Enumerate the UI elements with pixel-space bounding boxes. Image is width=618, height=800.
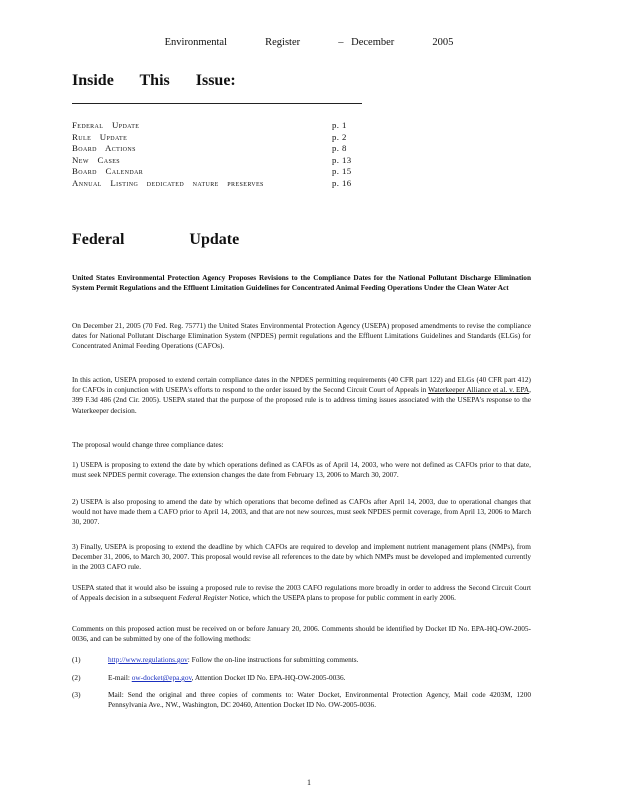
toc-label: Annual Listing dedicated nature preserves <box>72 177 264 188</box>
inside-this-issue-heading: Inside This Issue: <box>72 72 236 89</box>
federal-register-title: Federal Register <box>178 593 228 603</box>
toc-item[interactable] <box>72 120 362 132</box>
toc-page: p. 2 <box>332 131 347 142</box>
method-text: , Attention Docket ID No. EPA-HQ-OW-2005-0036. <box>191 673 346 682</box>
toc-item[interactable] <box>72 132 362 144</box>
toc-page: p. 16 <box>332 177 352 188</box>
table-of-contents <box>72 120 362 190</box>
federal-update-heading: Federal Update <box>72 231 240 248</box>
running-header: Environmental Register – December 2005 <box>164 37 454 48</box>
paragraph-date-two: 2) USEPA is also proposing to amend the date by which operations that become defined as CAFOs after April 14, 2003, due to operational changes that would not have made them a CAFO prior to April 14, 2003, and that are not new sources, must seek NPDES permit coverage, from April 13, 2006 to March 30, 2007. <box>72 497 531 527</box>
case-citation: Waterkeeper Alliance et al. v. EPA <box>428 385 530 395</box>
toc-label: New Cases <box>72 154 121 165</box>
method-text: Mail: Send the original and three copies of comments to: Water Docket, Environmental Protection Agency, Mail code 4203M, 1200 Pennsylvania Ave., NW., Washington, DC 20460, Attention Docket ID No. OW-2005-0036. <box>108 690 531 710</box>
paragraph-date-three: 3) Finally, USEPA is proposing to extend the deadline by which CAFOs are required to develop and implement nutrient management plans (NMPs), from December 31, 2006, to March 30, 2007. This proposal would revise all references to the date by which NMPs must be developed and implemented currently in the 2003 CAFO rule. <box>72 542 531 572</box>
paragraph-action <box>72 375 531 416</box>
toc-item[interactable] <box>72 143 362 155</box>
method-prefix: E-mail: <box>108 673 132 682</box>
toc-page: p. 8 <box>332 143 347 154</box>
paragraph-text: , 399 F.3d 486 (2nd Cir. 2005). USEPA stated that the purpose of the proposed rule is to address timing issues associated with the USEPA's response to the Waterkeeper decision. <box>72 385 531 415</box>
article-subheading: United States Environmental Protection Agency Proposes Revisions to the Compliance Dates for the National Pollutant Discharge Elimination System Permit Regulations and the Effluent Limitation Guidelines for Concentrated Animal Feeding Operations Under the Clean Water Act <box>72 273 531 293</box>
toc-label: Rule Update <box>72 131 128 142</box>
heading-divider <box>72 103 362 104</box>
paragraph-comments: Comments on this proposed action must be received on or before January 20, 2006. Comments should be identified by Docket ID No. EPA-HQ-OW-2005-0036, and can be submitted by one of the following methods: <box>72 624 531 644</box>
toc-page: p. 15 <box>332 166 352 177</box>
toc-page: p. 1 <box>332 120 347 130</box>
paragraph-subsequent-rule <box>72 583 531 603</box>
toc-label: Federal Update <box>72 120 140 130</box>
paragraph-text: In this action, USEPA proposed to extend certain compliance dates in the NPDES permitting requirements (40 CFR part 122) and ELGs (40 CFR part 412) for CAFOs in conjunction with USEPA's efforts to respond to the order issued by the Second Circuit Court of Appeals in <box>72 375 531 395</box>
toc-page: p. 13 <box>332 154 352 165</box>
method-text: : Follow the on-line instructions for submitting comments. <box>187 655 359 664</box>
regulations-gov-link[interactable]: http://www.regulations.gov <box>108 655 188 664</box>
paragraph-date-one: 1) USEPA is proposing to extend the date by which operations defined as CAFOs as of April 14, 2003, who were not defined as CAFOs prior to that date, must seek NPDES permit coverage. The extension changes the date from February 13, 2006 to March 30, 2007. <box>72 460 531 480</box>
paragraph-text: Notice, which the USEPA plans to propose for public comment in early 2006. <box>227 593 456 603</box>
toc-item[interactable] <box>72 155 362 167</box>
paragraph-intro: On December 21, 2005 (70 Fed. Reg. 75771) the United States Environmental Protection Agency (USEPA) proposed amendments to revise the compliance dates for National Pollutant Discharge Elimination System (NPDES) permit regulations and the Effluent Limitations Guidelines and Standards (ELGs) for Concentrated Animal Feeding Operations (CAFOs). <box>72 321 531 351</box>
toc-label: Board Actions <box>72 143 136 154</box>
method-number: (2) <box>72 673 81 682</box>
method-number: (1) <box>72 655 81 664</box>
toc-label: Board Calendar <box>72 166 144 177</box>
toc-item[interactable] <box>72 166 362 178</box>
toc-item[interactable] <box>72 178 362 190</box>
paragraph-text: USEPA stated that it would also be issuing a proposed rule to revise the 2003 CAFO regulations more broadly in order to address the Second Circuit Court of Appeals decision in a subsequent <box>72 583 531 603</box>
docket-email-link[interactable]: ow-docket@epa.gov <box>131 673 192 682</box>
page-number: 1 <box>307 778 311 787</box>
method-number: (3) <box>72 690 81 699</box>
paragraph-three-dates: The proposal would change three compliance dates: <box>72 440 224 449</box>
